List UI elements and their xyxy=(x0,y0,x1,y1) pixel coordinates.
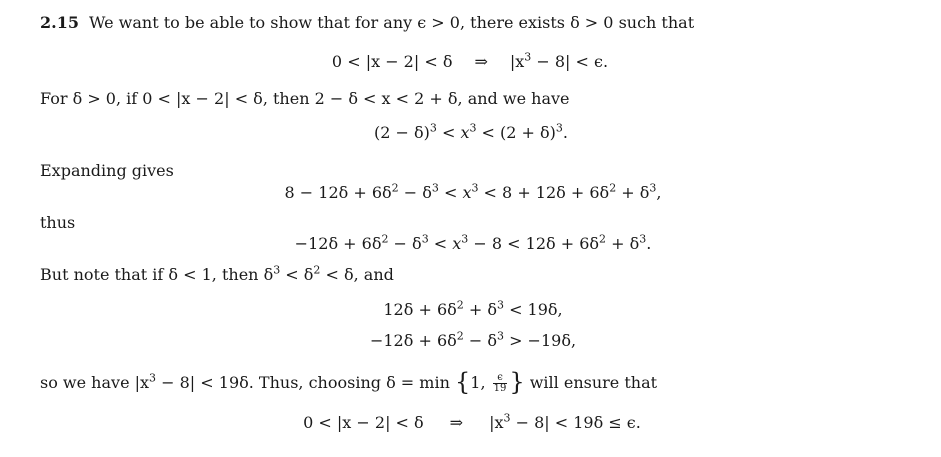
but-note-b: < δ xyxy=(280,265,314,284)
epsilon-over-19-fraction xyxy=(493,373,508,394)
thus-line: thus xyxy=(40,213,76,232)
so-we-have-a: so we have |x xyxy=(40,373,150,392)
intro-text: We want to be able to show that for any ϵ > 0, there exists δ > 0 such that xyxy=(88,13,695,32)
problem-number: 2.15 xyxy=(40,13,79,32)
so-we-have-line: so we have $|x^3 - 8| < 19\delta$. Thus, choosing δ = min {1, $\frac{\epsilon}{19}$ } will ensure that xyxy=(40,368,658,396)
final-right-a: |x xyxy=(489,413,504,432)
goal-implication: 0 < |x − 2| < δ ⇒ $|x^3 - 8| < \epsilon$. xyxy=(331,50,609,71)
expanded-eq: $8 - 12\delta + 6\delta^2 - \delta^3 < x^3 < 8 + 12\delta + 6\delta^2 + \delta^3$, xyxy=(284,181,662,202)
for-delta-line: For δ > 0, if 0 < |x − 2| < δ, then 2 − δ < x < 2 + δ, and we have xyxy=(40,89,570,108)
but-note-a: But note that if δ < 1, then δ xyxy=(40,265,274,284)
shifted-eq: $-12\delta + 6\delta^2 - \delta^3 < x^3 - 8 < 12\delta + 6\delta^2 + \delta^3$. xyxy=(294,232,652,253)
so-we-have-b: − 8| < 19δ. Thus, choosing δ = min xyxy=(156,373,450,392)
but-note-line: But note that if δ < 1, then $\delta^3 < \delta^2 < \delta$, and xyxy=(40,263,394,284)
cube-bounds-eq: $(2 - \delta)^3 < x^3 < (2 + \delta)^3$. xyxy=(373,121,569,142)
implies-symbol: ⇒ xyxy=(474,52,488,71)
implies-symbol-final: ⇒ xyxy=(449,413,464,432)
lower-bound-eq: $-12\delta + 6\delta^2 - \delta^3 > -19\delta$, xyxy=(369,329,577,350)
so-we-have-c: 1, xyxy=(470,373,486,392)
goal-right-a: |x xyxy=(509,52,525,71)
but-note-c: < δ, and xyxy=(320,265,394,284)
fraction-numerator: ϵ xyxy=(493,373,508,384)
goal-left: 0 < |x − 2| < δ xyxy=(331,52,453,71)
expanding-line: Expanding gives xyxy=(40,161,174,180)
upper-bound-eq: $12\delta + 6\delta^2 + \delta^3 < 19\delta$, xyxy=(383,298,563,319)
fraction-denominator: 19 xyxy=(493,383,507,394)
so-we-have-d: will ensure that xyxy=(529,373,658,392)
final-right-b: − 8| < 19δ ≤ ϵ. xyxy=(510,413,641,432)
final-implication: 0 < |x − 2| < δ ⇒ $|x^3 - 8| < 19\delta \le \epsilon$. xyxy=(303,411,641,432)
final-left: 0 < |x − 2| < δ xyxy=(303,413,424,432)
intro-line xyxy=(40,13,694,33)
goal-right-b: − 8| < ϵ. xyxy=(531,52,609,71)
